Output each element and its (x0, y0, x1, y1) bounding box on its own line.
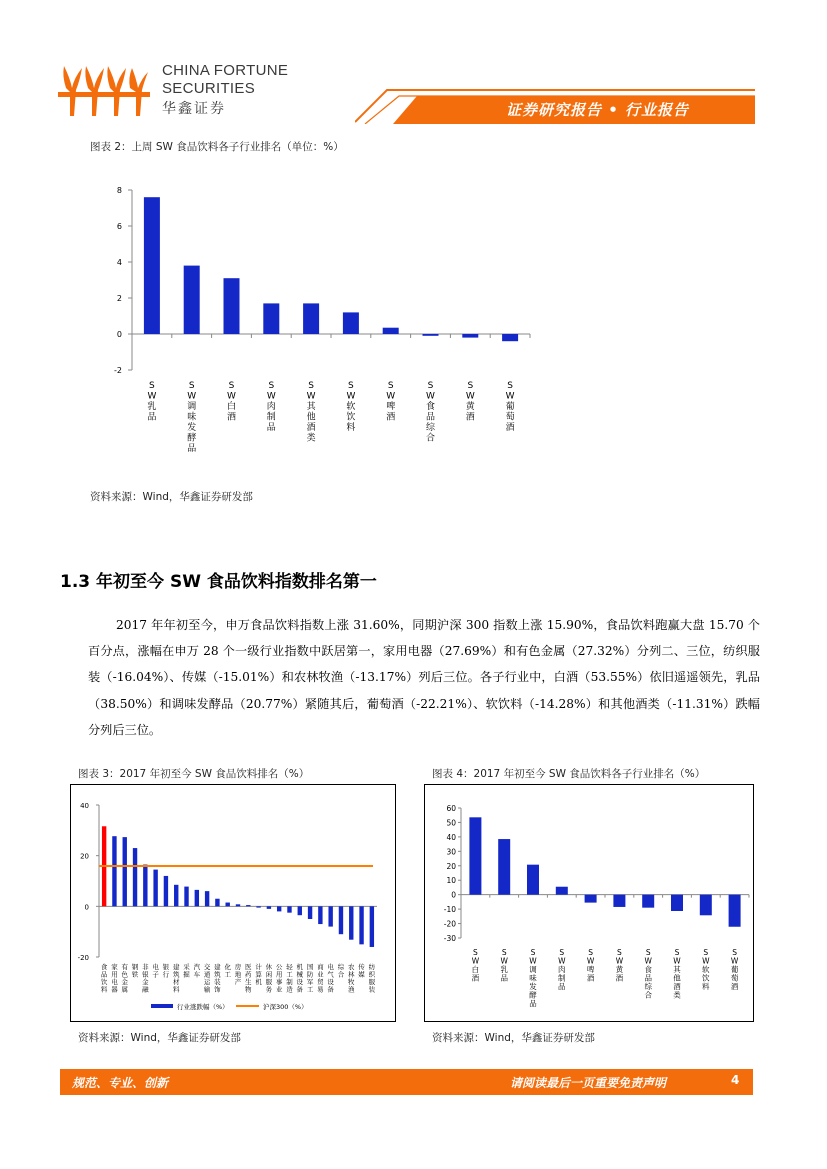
figure3-bar (246, 905, 250, 906)
section-title: 1.3 年初至今 SW 食品饮料指数排名第一 (60, 572, 377, 592)
figure4-bar (498, 839, 510, 895)
figure3-x-label: 房地产 (234, 963, 242, 986)
figure3-bar-chart (71, 785, 395, 1021)
figure4-frame (424, 784, 754, 1022)
figure3-bar (123, 837, 127, 906)
company-logo (58, 58, 150, 118)
figure3-bar (370, 906, 374, 947)
figure3-x-label: 有色金属 (121, 963, 128, 994)
figure3-x-label: 机械设备 (296, 963, 304, 994)
figure2-x-label: S W 葡萄酒 (505, 381, 515, 433)
figure3-x-label: 家用电器 (111, 963, 118, 994)
figure2-bar (184, 266, 200, 334)
figure3-x-label: 化工 (224, 963, 231, 979)
figure3-x-label: 农林牧渔 (348, 963, 355, 994)
figure2-y-tick-label: 4 (116, 258, 122, 267)
figure3-source: 资料来源：Wind，华鑫证券研发部 (78, 1032, 241, 1044)
figure3-bar (236, 904, 240, 906)
figure2-x-label: S W 白酒 (226, 381, 237, 423)
figure4-caption: 图表 4：2017 年初至今 SW 食品饮料各子行业排名（%） (432, 768, 706, 780)
figure3-x-label: 汽车 (193, 963, 201, 979)
figure4-source: 资料来源：Wind，华鑫证券研发部 (432, 1032, 595, 1044)
figure4-bar (585, 895, 597, 903)
figure3-bar (205, 891, 209, 906)
figure4-bar (642, 895, 654, 908)
figure2-x-label: S W 软饮料 (346, 381, 356, 433)
figure4-bar (556, 887, 568, 895)
figure4-bar (671, 895, 683, 911)
figure3-x-label: 公用事业 (275, 963, 283, 994)
figure2-x-label: S W 食品综合 (425, 381, 436, 444)
figure2-x-label: S W 其他酒类 (306, 381, 316, 444)
figure3-x-label: 非银金融 (142, 963, 149, 994)
figure3-bar (267, 906, 271, 909)
figure3-bar (184, 887, 188, 907)
figure4-x-label: S W 软饮料 (702, 948, 710, 991)
figure3-x-label: 电气设备 (327, 963, 334, 994)
figure4-x-label: S W 调味发酵品 (529, 948, 537, 1008)
figure3-bar (195, 890, 199, 906)
figure3-y-tick-label: -20 (77, 954, 89, 962)
figure2-bar-chart (100, 180, 540, 460)
figure3-bar (359, 906, 363, 944)
figure4-x-label: S W 其他酒类 (673, 948, 681, 1000)
brand-name-english-line1: CHINA FORTUNE (162, 62, 289, 79)
figure2-y-tick-label: 8 (116, 186, 122, 195)
figure3-bar (226, 903, 230, 907)
page-number: 4 (731, 1073, 740, 1087)
figure2-bar (144, 197, 160, 334)
figure3-x-label: 商业贸易 (317, 963, 324, 994)
figure3-y-tick-label: 20 (80, 852, 89, 861)
figure4-bar (469, 817, 481, 894)
figure4-bar-chart (425, 785, 753, 1021)
report-type-label: 证券研究报告 • 行业报告 (506, 101, 690, 119)
figure3-legend-swatch-bars (151, 1004, 173, 1008)
figure2-x-label: S W 调味发酵品 (187, 381, 197, 454)
figure3-x-label: 交通运输 (203, 963, 211, 994)
figure3-bar (318, 906, 322, 924)
figure3-legend-label-benchmark: 沪深300（%） (263, 1003, 308, 1011)
figure3-bar (328, 906, 332, 926)
figure3-x-label: 建筑材料 (172, 963, 180, 994)
figure3-x-label: 计算机 (255, 963, 262, 986)
figure3-bar (174, 885, 178, 907)
figure2-bar (383, 328, 399, 334)
figure3-y-tick-label: 0 (84, 903, 89, 912)
figure3-caption: 图表 3：2017 年初至今 SW 食品饮料排名（%） (78, 768, 310, 780)
figure4-bar (729, 895, 741, 927)
figure2-bar (423, 334, 439, 336)
section-body (88, 612, 760, 743)
figure2-bar (343, 312, 359, 334)
figure2-x-label: S W 肉制品 (266, 381, 276, 433)
figure2-y-tick-label: -2 (114, 366, 122, 375)
figure2-bar (502, 334, 518, 341)
figure4-bar (700, 895, 712, 916)
figure3-x-label: 银行 (162, 963, 170, 979)
figure4-y-tick-label: 20 (446, 861, 456, 871)
figure2-x-label: S W 啤酒 (386, 381, 396, 423)
figure3-bar (153, 870, 157, 907)
figure3-x-label: 国防军工 (306, 963, 314, 994)
figure3-legend-label-bars: 行业涨跌幅（%） (177, 1003, 229, 1011)
figure4-x-label: S W 乳品 (500, 948, 508, 983)
figure4-y-tick-label: -30 (443, 934, 456, 943)
figure2-x-label: S W 乳品 (147, 381, 157, 423)
figure2-caption: 图表 2：上周 SW 食品饮料各子行业排名（单位：%） (90, 141, 344, 153)
figure2-y-tick-label: 0 (116, 330, 122, 339)
figure4-x-label: S W 白酒 (471, 948, 480, 983)
figure3-bar (164, 876, 168, 906)
figure3-x-label: 综合 (337, 963, 345, 979)
figure3-x-label: 食品饮料 (100, 963, 108, 994)
figure4-x-label: S W 葡萄酒 (730, 948, 739, 991)
figure3-y-tick-label: 40 (80, 802, 89, 810)
figure3-x-label: 钢铁 (131, 963, 139, 979)
figure3-bar (256, 906, 260, 907)
figure4-y-tick-label: 30 (446, 847, 456, 857)
figure3-bar (277, 906, 281, 911)
figure2-y-tick-label: 2 (116, 294, 122, 303)
figure4-bar (527, 865, 539, 895)
figure3-bar (298, 906, 302, 915)
figure4-x-label: S W 食品综合 (644, 948, 652, 1000)
figure3-x-label: 建筑装饰 (214, 963, 221, 994)
figure4-y-tick-label: -10 (443, 905, 456, 915)
figure2-source: 资料来源：Wind，华鑫证券研发部 (90, 491, 253, 503)
brand-name-english-line2: SECURITIES (162, 80, 256, 97)
figure3-bar (215, 899, 219, 907)
figure3-bar (349, 906, 353, 939)
figure2-y-tick-label: 6 (116, 222, 122, 231)
figure4-bar (613, 895, 625, 907)
figure3-x-label: 医药生物 (245, 963, 252, 994)
footer-slogan: 规范、专业、创新 (72, 1076, 169, 1090)
figure4-x-label: S W 肉制品 (558, 948, 566, 991)
figure3-bar (133, 848, 137, 906)
figure3-x-label: 电子 (152, 963, 159, 979)
body-paragraph: 2017 年年初至今，申万食品饮料指数上涨 31.60%，同期沪深 300 指数上涨 15.90%，食品饮料跑赢大盘 15.70 个百分点，涨幅在申万 28 个一级行业指数中跃居第一，家用电器（27.69%）和有色金属（27.32%）分列二、三位，纺织服装（-16.04%）、传媒（-15.01%）和农林牧渔（-13.17%）列后三位。各子行业中，白酒（53.55%）依旧遥遥领先，乳品（38.50%）和调味发酵品（20.77%）紧随其后，葡萄酒（-22.21%）、软饮料（-14.28%）和其他酒类（-11.31%）跌幅分列后三位。 (88, 618, 760, 737)
figure3-x-label: 传媒 (358, 963, 365, 979)
figure3-x-label: 纺织服装 (368, 963, 376, 994)
footer-disclaimer-note: 请阅读最后一页重要免责声明 (510, 1076, 667, 1090)
figure3-frame (70, 784, 396, 1022)
figure4-y-tick-label: 0 (451, 890, 456, 900)
figure4-y-tick-label: 40 (446, 832, 456, 842)
figure3-bar (143, 865, 147, 907)
figure2-bar (263, 303, 279, 334)
brand-name-chinese: 华鑫证券 (162, 101, 226, 117)
figure3-bar (287, 906, 291, 912)
figure2-bar (224, 278, 240, 334)
figure4-x-label: S W 黄酒 (615, 948, 624, 983)
figure2-x-label: S W 黄酒 (465, 381, 475, 423)
figure4-y-tick-label: 60 (446, 804, 456, 813)
figure4-y-tick-label: 50 (446, 818, 456, 828)
figure4-x-label: S W 啤酒 (586, 948, 595, 983)
figure3-bar (308, 906, 312, 919)
figure3-bar (112, 836, 116, 906)
figure4-y-tick-label: 10 (446, 876, 456, 886)
figure3-bar (339, 906, 343, 934)
figure4-y-tick-label: -20 (443, 919, 456, 929)
figure2-bar (303, 303, 319, 334)
figure3-x-label: 采掘 (183, 963, 190, 979)
figure3-x-label: 休闲服务 (265, 963, 273, 994)
figure2-bar (462, 334, 478, 338)
figure3-x-label: 轻工制造 (286, 963, 293, 994)
